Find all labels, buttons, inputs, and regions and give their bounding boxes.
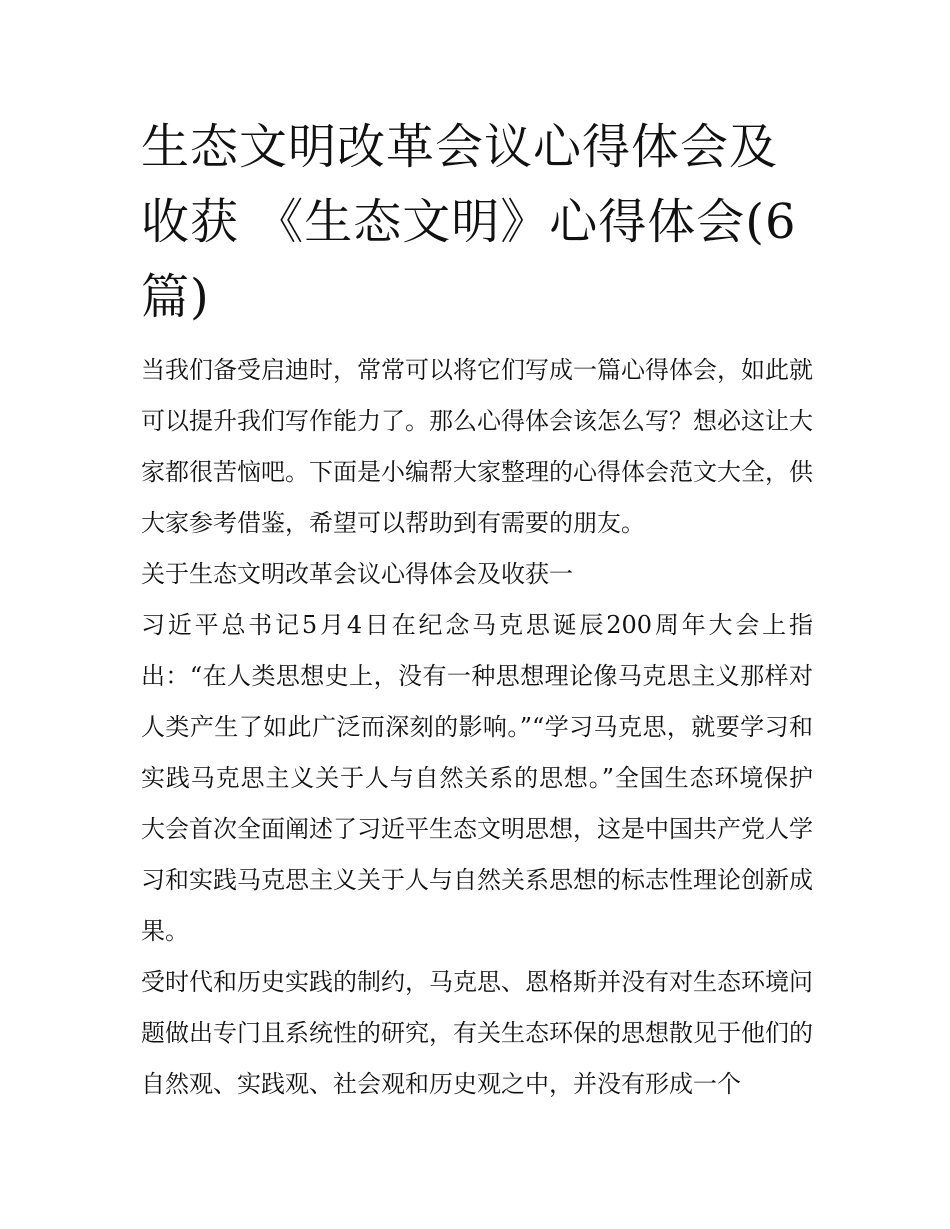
body-paragraph-1: 习近平总书记5月4日在纪念马克思诞辰200周年大会上指出：“在人类思想史上，没有一种思想理论像马克思主义那样对人类产生了如此广泛而深刻的影响。”“学习马克思，就要学习和实践马克思主义关于人与自然关系的思想。”全国生态环境保护大会首次全面阐述了习近平生态文明思想，这是中国共产党人学习和实践马克思主义关于人与自然关系思想的标志性理论创新成果。 (141, 611, 813, 945)
intro-paragraph: 当我们备受启迪时，常常可以将它们写成一篇心得体会，如此就可以提升我们写作能力了。那么心得体会该怎么写？想必这让大家都很苦恼吧。下面是小编帮大家整理的心得体会范文大全，供大家参考借鉴，希望可以帮助到有需要的朋友。 (141, 356, 813, 537)
document-title: 生态文明改革会议心得体会及收获 《生态文明》心得体会(6篇) (141, 119, 797, 325)
body-paragraph-2: 受时代和历史实践的制约，马克思、恩格斯并没有对生态环境问题做出专门且系统性的研究，有关生态环保的思想散见于他们的自然观、实践观、社会观和历史观之中，并没有形成一个 (141, 968, 813, 1098)
section-heading: 关于生态文明改革会议心得体会及收获一 (141, 560, 573, 588)
document-body (141, 110, 813, 1110)
